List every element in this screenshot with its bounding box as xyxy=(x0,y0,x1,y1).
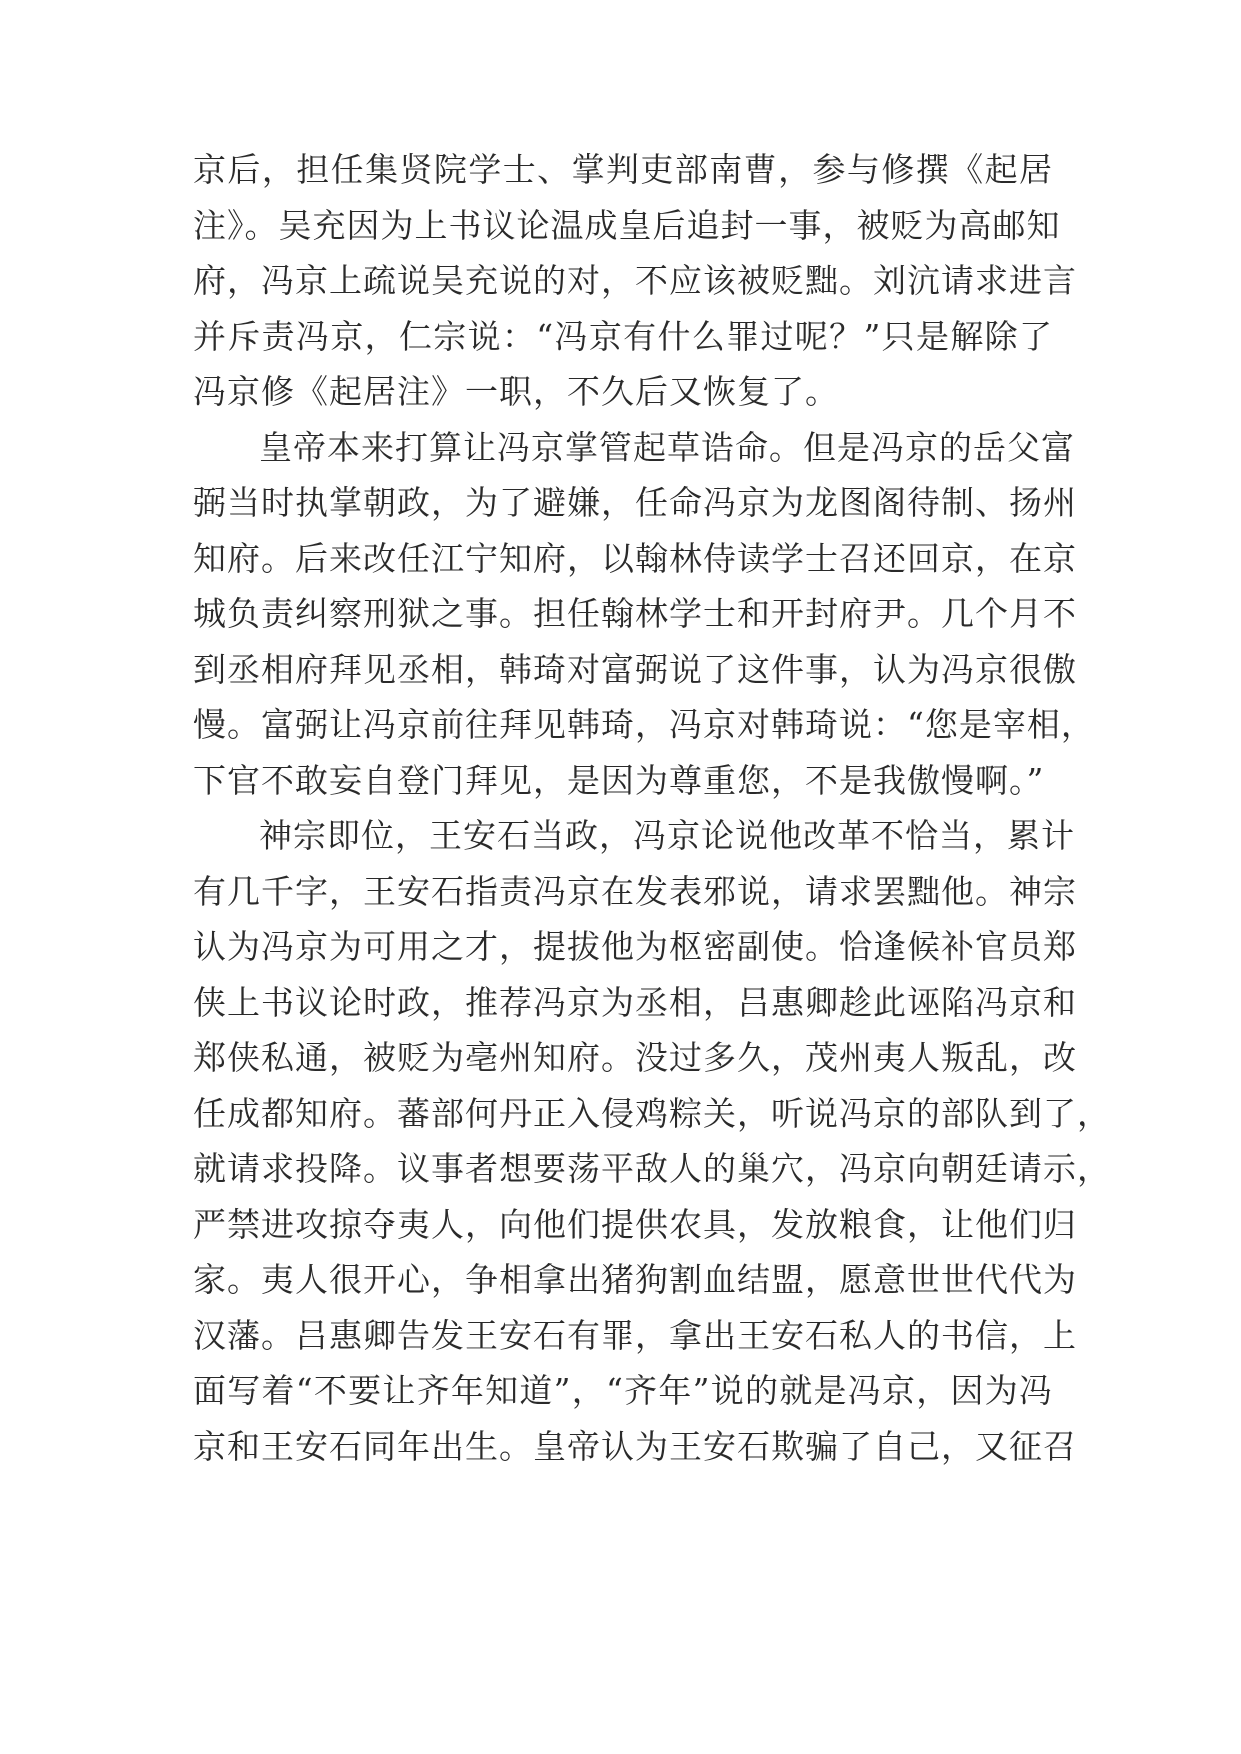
text-line: 家。夷人很开心，争相拿出猪狗割血结盟，愿意世世代代为 xyxy=(193,1260,1077,1299)
text-line: 认为冯京为可用之才，提拔他为枢密副使。恰逢候补官员郑 xyxy=(193,927,1077,966)
body-text xyxy=(193,142,1111,1474)
paragraph-first-line: 皇帝本来打算让冯京掌管起草诰命。但是冯京的岳父富 xyxy=(259,427,1075,467)
text-line: 京和王安石同年出生。皇帝认为王安石欺骗了自己，又征召 xyxy=(193,1426,1077,1466)
text-line: 下官不敢妄自登门拜见，是因为尊重您，不是我傲慢啊。” xyxy=(193,760,1045,800)
text-line: 严禁进攻掠夺夷人，向他们提供农具，发放粮食，让他们归 xyxy=(193,1204,1077,1244)
text-line: 汉藩。吕惠卿告发王安石有罪，拿出王安石私人的书信，上 xyxy=(193,1315,1077,1355)
text-line: 府，冯京上疏说吴充说的对，不应该被贬黜。刘沆请求进言 xyxy=(193,261,1077,300)
text-line: 知府。后来改任江宁知府，以翰林侍读学士召还回京，在京 xyxy=(193,538,1077,578)
text-line: 城负责纠察刑狱之事。担任翰林学士和开封府尹。几个月不 xyxy=(193,594,1077,633)
text-line: 郑侠私通，被贬为亳州知府。没过多久，茂州夷人叛乱，改 xyxy=(193,1038,1077,1077)
text-line: 有几千字，王安石指责冯京在发表邪说，请求罢黜他。神宗 xyxy=(193,871,1077,911)
text-line: 面写着“不要让齐年知道”，“齐年”说的就是冯京，因为冯 xyxy=(193,1371,1053,1410)
text-line: 侠上书议论时政，推荐冯京为丞相，吕惠卿趁此诬陷冯京和 xyxy=(193,982,1077,1022)
text-line: 任成都知府。蕃部何丹正入侵鸡粽关，听说冯京的部队到了， xyxy=(193,1093,1111,1133)
text-line: 京后，担任集贤院学士、掌判吏部南曹，参与修撰《起居 xyxy=(193,150,1053,189)
text-line: 注》。吴充因为上书议论温成皇后追封一事，被贬为高邮知 xyxy=(193,205,1061,245)
text-line: 冯京修《起居注》一职，不久后又恢复了。 xyxy=(193,372,839,411)
text-line: 并斥责冯京，仁宗说：“冯京有什么罪过呢？”只是解除了 xyxy=(193,316,1053,356)
text-line: 就请求投降。议事者想要荡平敌人的巢穴，冯京向朝廷请示， xyxy=(193,1149,1111,1188)
text-line: 到丞相府拜见丞相，韩琦对富弼说了这件事，认为冯京很傲 xyxy=(193,649,1077,689)
text-line: 弼当时执掌朝政，为了避嫌，任命冯京为龙图阁待制、扬州 xyxy=(193,483,1077,522)
text-line: 慢。富弼让冯京前往拜见韩琦，冯京对韩琦说：“您是宰相， xyxy=(193,705,1095,744)
paragraph-first-line: 神宗即位，王安石当政，冯京论说他改革不恰当，累计 xyxy=(259,816,1075,855)
